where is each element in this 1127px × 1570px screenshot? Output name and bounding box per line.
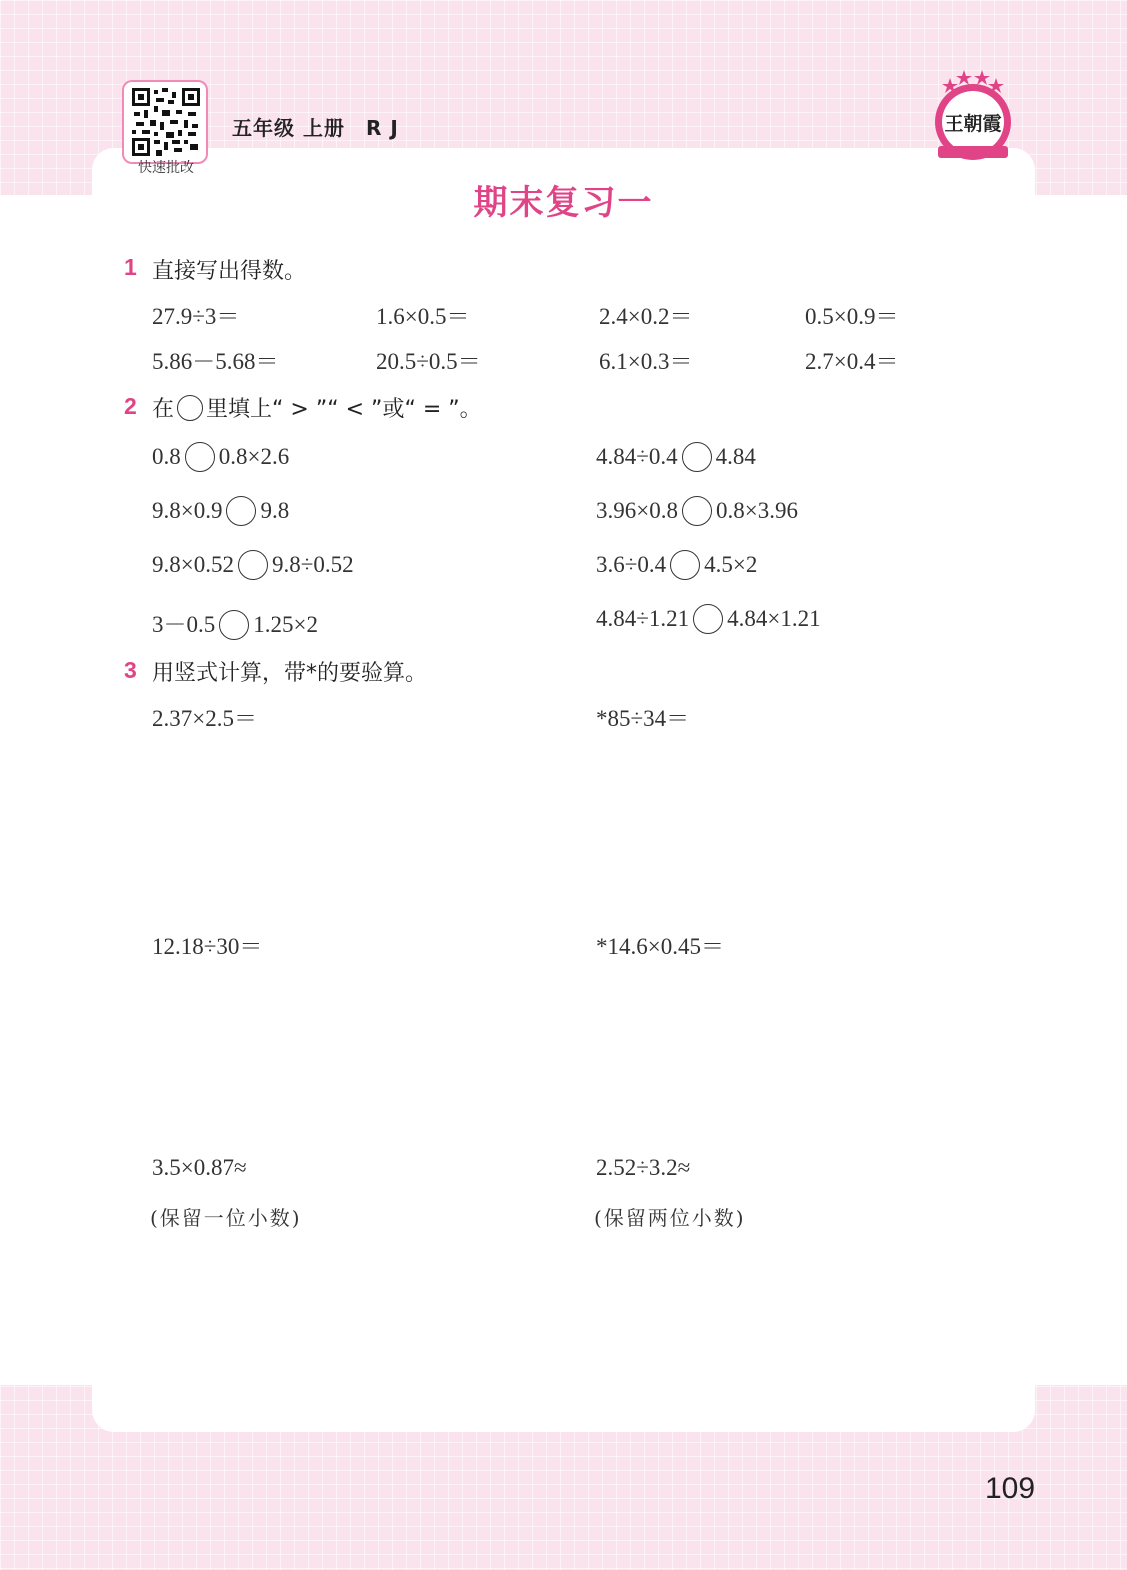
- q3-item: 2.37×2.5＝: [152, 706, 257, 731]
- question-2-number: 2: [124, 393, 137, 419]
- q2-compare-item: [596, 498, 798, 526]
- answer-circle-input[interactable]: [682, 496, 712, 526]
- answer-circle-icon: [177, 395, 203, 421]
- answer-circle-input[interactable]: [219, 610, 249, 640]
- svg-text:王朝霞: 王朝霞: [944, 113, 1002, 135]
- content-card: [92, 148, 1035, 1432]
- q2-compare-item: [596, 444, 756, 472]
- compare-left: 9.8×0.52: [152, 552, 234, 577]
- question-3-number: 3: [124, 657, 137, 683]
- q1-item: 20.5÷0.5＝: [376, 349, 481, 374]
- q2-compare-item: [152, 552, 354, 580]
- answer-circle-input[interactable]: [185, 442, 215, 472]
- answer-circle-input[interactable]: [238, 550, 268, 580]
- q1-item: 2.7×0.4＝: [805, 349, 899, 374]
- question-3-text: 用竖式计算，带*的要验算。: [152, 661, 428, 686]
- compare-right: 4.5×2: [704, 552, 758, 577]
- compare-right: 9.8: [260, 498, 290, 523]
- q1-item: 1.6×0.5＝: [376, 304, 470, 329]
- q2-compare-item: [596, 606, 821, 634]
- page-title: 期末复习一: [473, 183, 654, 223]
- answer-circle-input[interactable]: [226, 496, 256, 526]
- q3-item: 2.52÷3.2≈: [596, 1155, 691, 1180]
- qr-caption: 快速批改: [138, 160, 194, 176]
- q1-item: 27.9÷3＝: [152, 304, 240, 329]
- brand-logo-icon: [928, 66, 1018, 170]
- answer-circle-input[interactable]: [670, 550, 700, 580]
- q3-item: *85÷34＝: [596, 706, 690, 731]
- compare-right: 4.84: [715, 444, 756, 469]
- compare-left: 3.96×0.8: [596, 498, 678, 523]
- compare-left: 3.6÷0.4: [596, 552, 667, 577]
- q2-compare-item: [152, 498, 289, 526]
- rounding-note: (保留两位小数): [594, 1206, 746, 1230]
- q3-item: 3.5×0.87≈: [152, 1155, 247, 1180]
- answer-circle-input[interactable]: [693, 604, 723, 634]
- q1-item: 6.1×0.3＝: [599, 349, 693, 374]
- q2-compare-item: [596, 552, 757, 580]
- question-2-text: [152, 392, 482, 423]
- compare-right: 4.84×1.21: [727, 606, 821, 631]
- q1-item: 2.4×0.2＝: [599, 304, 693, 329]
- question-2-text-after: 里填上“ > ”“ < ”或“ = ”。: [206, 397, 482, 422]
- compare-right: 1.25×2: [253, 612, 318, 637]
- compare-right: 0.8×2.6: [218, 444, 290, 469]
- rounding-note: (保留一位小数): [150, 1206, 302, 1230]
- compare-left: 4.84÷1.21: [596, 606, 690, 631]
- q3-item: *14.6×0.45＝: [596, 934, 724, 959]
- page-number: 109: [985, 1472, 1036, 1505]
- q2-compare-item: [152, 606, 318, 640]
- qr-code-icon[interactable]: [122, 80, 208, 164]
- compare-left: 4.84÷0.4: [596, 444, 678, 469]
- question-1-number: 1: [124, 254, 137, 280]
- q1-item: 5.86－5.68＝: [152, 349, 279, 374]
- compare-right: 0.8×3.96: [715, 498, 798, 523]
- compare-left: 3－0.5: [152, 612, 216, 637]
- question-1-text: 直接写出得数。: [152, 259, 307, 284]
- q1-item: 0.5×0.9＝: [805, 304, 899, 329]
- q3-item: 12.18÷30＝: [152, 934, 263, 959]
- question-2-text-before: 在: [152, 397, 175, 422]
- grade-label: 五年级 上册 R J: [232, 116, 399, 140]
- q2-compare-item: [152, 444, 289, 472]
- compare-right: 9.8÷0.52: [271, 552, 354, 577]
- compare-left: 0.8: [152, 444, 181, 469]
- answer-circle-input[interactable]: [682, 442, 712, 472]
- compare-left: 9.8×0.9: [152, 498, 223, 523]
